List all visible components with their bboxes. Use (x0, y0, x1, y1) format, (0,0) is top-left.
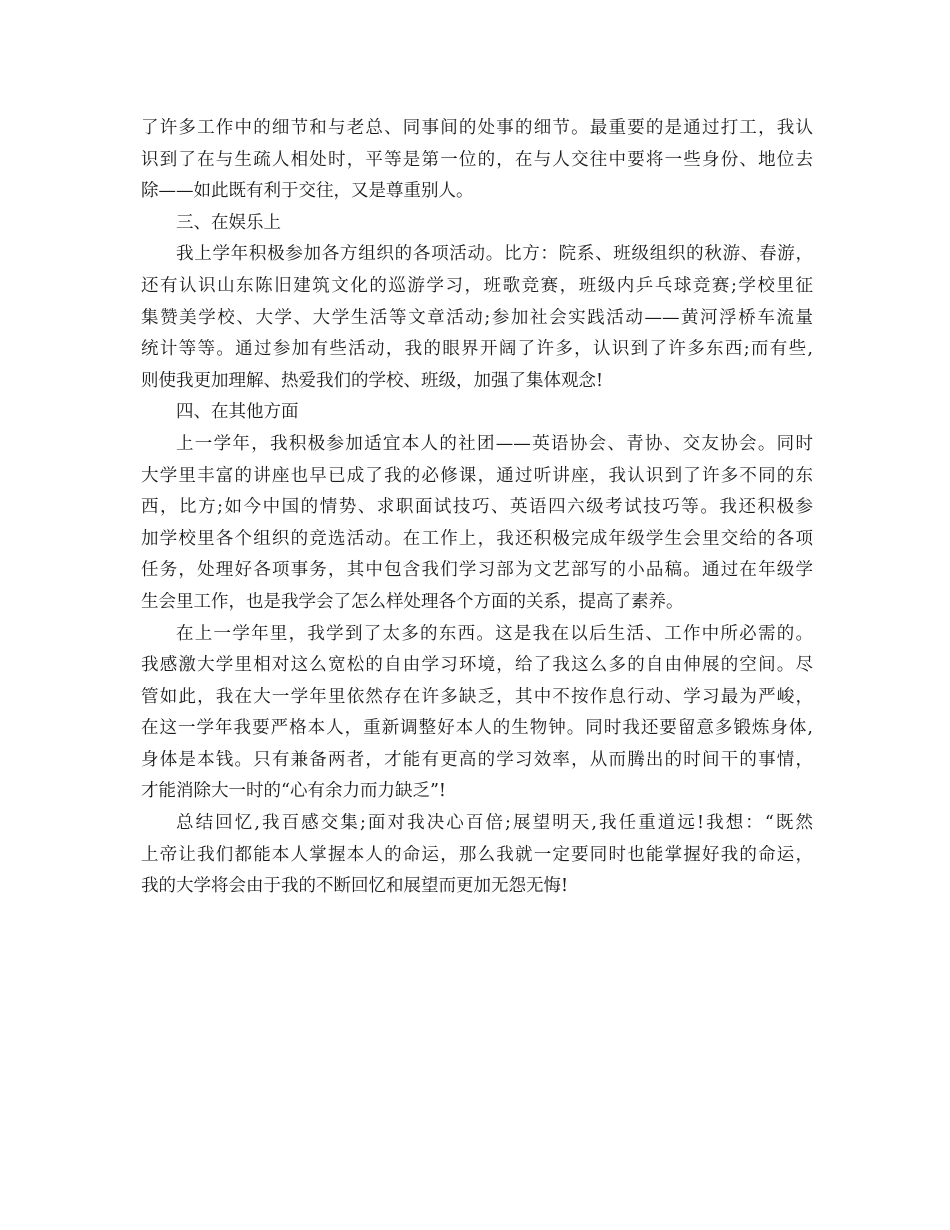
text-line: 我上学年积极参加各方组织的各项活动。比方：院系、班级组织的秋游、春游， (176, 244, 813, 265)
text-line: 才能消除大一时的“心有余力而力缺乏”! (141, 781, 446, 802)
text-line: 在这一学年我要严格本人，重新调整好本人的生物钟。同时我还要留意多锻炼身体, (141, 718, 813, 739)
text-line: 还有认识山东陈旧建筑文化的巡游学习，班歌竞赛，班级内乒乓球竞赛;学校里征 (141, 275, 813, 296)
text-line: 统计等等。通过参加有些活动，我的眼界开阔了许多，认识到了许多东西;而有些, (141, 339, 813, 360)
text-line: 总结回忆,我百感交集;面对我决心百倍;展望明天,我任重道远!我想：“既然 (176, 813, 813, 834)
text-line: 西，比方;如今中国的情势、求职面试技巧、英语四六级考试技巧等。我还积极参 (141, 497, 813, 518)
text-line: 管如此，我在大一学年里依然存在许多缺乏，其中不按作息行动、学习最为严峻， (141, 686, 813, 707)
text-line: 生会里工作，也是我学会了怎么样处理各个方面的关系，提高了素养。 (141, 591, 684, 612)
text-line: 上一学年，我积极参加适宜本人的社团——英语协会、青协、交友协会。同时 (176, 433, 813, 454)
text-line: 大学里丰富的讲座也早已成了我的必修课，通过听讲座，我认识到了许多不同的东 (141, 465, 813, 486)
text-line: 任务，处理好各项事务，其中包含我们学习部为文艺部写的小品稿。通过在年级学 (141, 560, 813, 581)
text-line: 我的大学将会由于我的不断回忆和展望而更加无怨无悔! (141, 876, 569, 897)
text-line: 在上一学年里，我学到了太多的东西。这是我在以后生活、工作中所必需的。 (176, 623, 813, 644)
body-text (141, 113, 813, 903)
text-line: 加学校里各个组织的竞选活动。在工作上，我还积极完成年级学生会里交给的各项 (141, 528, 813, 549)
text-line: 则使我更加理解、热爱我们的学校、班级，加强了集体观念! (141, 370, 604, 391)
text-line: 除——如此既有利于交往，又是尊重别人。 (141, 181, 474, 202)
text-line: 三、在娱乐上 (176, 212, 281, 233)
text-line: 识到了在与生疏人相处时，平等是第一位的，在与人交往中要将一些身份、地位去 (141, 149, 813, 170)
text-line: 我感激大学里相对这么宽松的自由学习环境，给了我这么多的自由伸展的空间。尽 (141, 655, 813, 676)
text-line: 四、在其他方面 (176, 402, 299, 423)
text-line: 了许多工作中的细节和与老总、同事间的处事的细节。最重要的是通过打工，我认 (141, 118, 813, 138)
text-line: 上帝让我们都能本人掌握本人的命运，那么我就一定要同时也能掌握好我的命运， (141, 844, 813, 865)
text-line: 集赞美学校、大学、大学生活等文章活动;参加社会实践活动——黄河浮桥车流量 (141, 307, 813, 328)
text-line: 身体是本钱。只有兼备两者，才能有更高的学习效率，从而腾出的时间干的事情， (141, 749, 813, 770)
